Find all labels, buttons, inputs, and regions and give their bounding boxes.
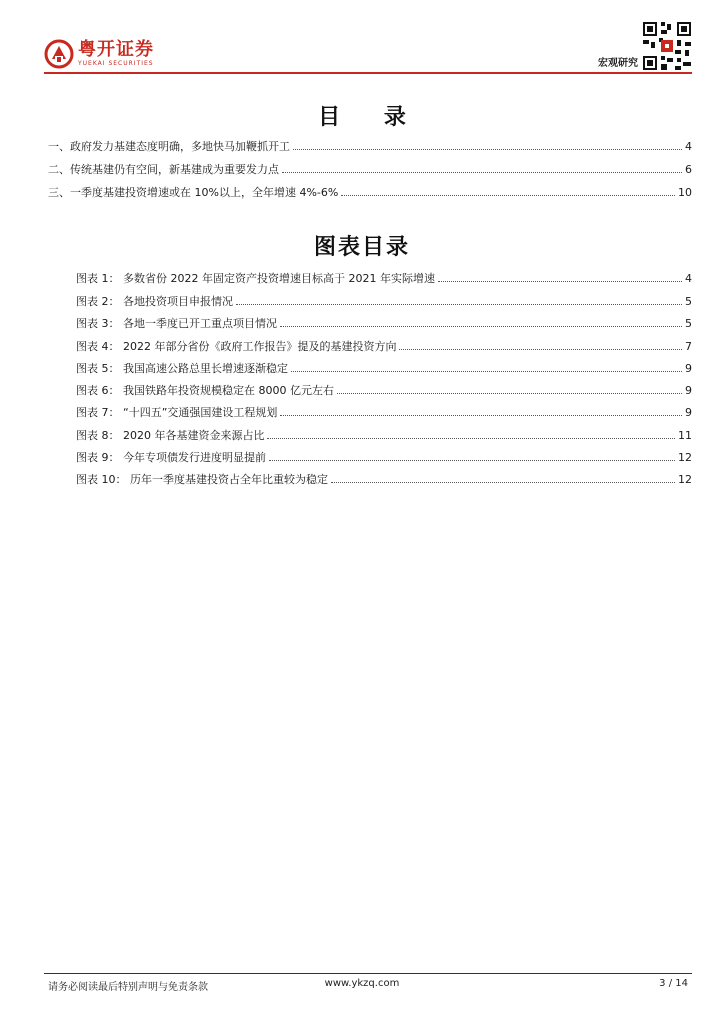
figure-entry-label: 图表 10： 历年一季度基建投资占全年比重较为稳定 (76, 473, 328, 486)
figure-entry[interactable] (76, 426, 692, 444)
figure-list-title: 图表目录 (313, 235, 410, 260)
figure-entry-label: 图表 1： 多数省份 2022 年固定资产投资增速目标高于 2021 年实际增速 (76, 272, 435, 285)
page-header (0, 0, 724, 80)
toc-title: 目 录 (318, 105, 424, 130)
brand-name-en: YUEKAI SECURITIES (78, 60, 154, 67)
figure-entry-label: 图表 9： 今年专项债发行进度明显提前 (76, 451, 266, 464)
figure-entry-page: 11 (678, 429, 692, 442)
figure-entry-label: 图表 2： 各地投资项目申报情况 (76, 295, 233, 308)
figure-entry-label: 图表 6： 我国铁路年投资规模稳定在 8000 亿元左右 (76, 384, 334, 397)
toc-entry-label: 三、一季度基建投资增速或在 10%以上，全年增速 4%-6% (48, 186, 339, 199)
footer-url[interactable]: www.ykzq.com (324, 978, 400, 989)
figure-entry-label: 图表 7： “十四五”交通强国建设工程规划 (76, 406, 278, 419)
dot-leader (269, 448, 675, 461)
toc-entry-label: 二、传统基建仍有空间，新基建成为重要发力点 (48, 163, 279, 176)
figure-entry-page: 9 (685, 406, 692, 419)
figure-entry-page: 5 (685, 295, 692, 308)
figure-entry-label: 图表 4： 2022 年部分省份《政府工作报告》提及的基建投资方向 (76, 340, 397, 353)
dot-leader (291, 359, 682, 372)
footer-divider (44, 973, 692, 974)
dot-leader (280, 403, 682, 416)
figure-entry-page: 4 (685, 272, 692, 285)
figure-entry[interactable] (76, 448, 692, 466)
toc-entry-page: 6 (685, 163, 692, 176)
figure-entry-label: 图表 3： 各地一季度已开工重点项目情况 (76, 317, 277, 330)
header-divider (44, 72, 692, 74)
figure-entry-page: 5 (685, 317, 692, 330)
figure-entry[interactable] (76, 403, 692, 421)
figure-entry[interactable] (76, 314, 692, 332)
figure-entry[interactable] (76, 470, 692, 488)
dot-leader (280, 314, 682, 327)
dot-leader (438, 269, 682, 282)
figure-entry-label: 图表 5： 我国高速公路总里长增速逐渐稳定 (76, 362, 288, 375)
figure-entry-page: 7 (685, 340, 692, 353)
footer-page-number: 3 / 14 (659, 978, 688, 989)
footer-disclaimer: 请务必阅读最后特别声明与免责条款 (48, 982, 208, 993)
yuekai-logo-icon (44, 39, 74, 69)
figure-entry[interactable] (76, 359, 692, 377)
toc-entry[interactable] (48, 137, 692, 155)
toc-entry[interactable] (48, 160, 692, 178)
dot-leader (267, 426, 675, 439)
figure-entry[interactable] (76, 269, 692, 287)
toc-entry-label: 一、政府发力基建态度明确，多地快马加鞭抓开工 (48, 140, 290, 153)
dot-leader (282, 160, 682, 173)
figure-entry-page: 9 (685, 362, 692, 375)
toc-entry[interactable] (48, 183, 692, 201)
figure-entry-page: 9 (685, 384, 692, 397)
brand-logo (44, 36, 154, 72)
brand-name-cn: 粤开证券 (78, 39, 154, 60)
section-label: 宏观研究 (598, 58, 638, 69)
figure-entry[interactable] (76, 292, 692, 310)
figure-entry[interactable] (76, 381, 692, 399)
dot-leader (337, 381, 682, 394)
dot-leader (293, 137, 682, 150)
qr-code-icon (641, 20, 693, 72)
toc-entry-page: 4 (685, 140, 692, 153)
dot-leader (341, 183, 675, 196)
figure-entry-page: 12 (678, 473, 692, 486)
figure-entry-page: 12 (678, 451, 692, 464)
dot-leader (236, 292, 682, 305)
figure-entry-label: 图表 8： 2020 年各基建资金来源占比 (76, 429, 265, 442)
figure-entry[interactable] (76, 337, 692, 355)
dot-leader (331, 470, 675, 483)
dot-leader (399, 337, 682, 350)
toc-entry-page: 10 (678, 186, 692, 199)
